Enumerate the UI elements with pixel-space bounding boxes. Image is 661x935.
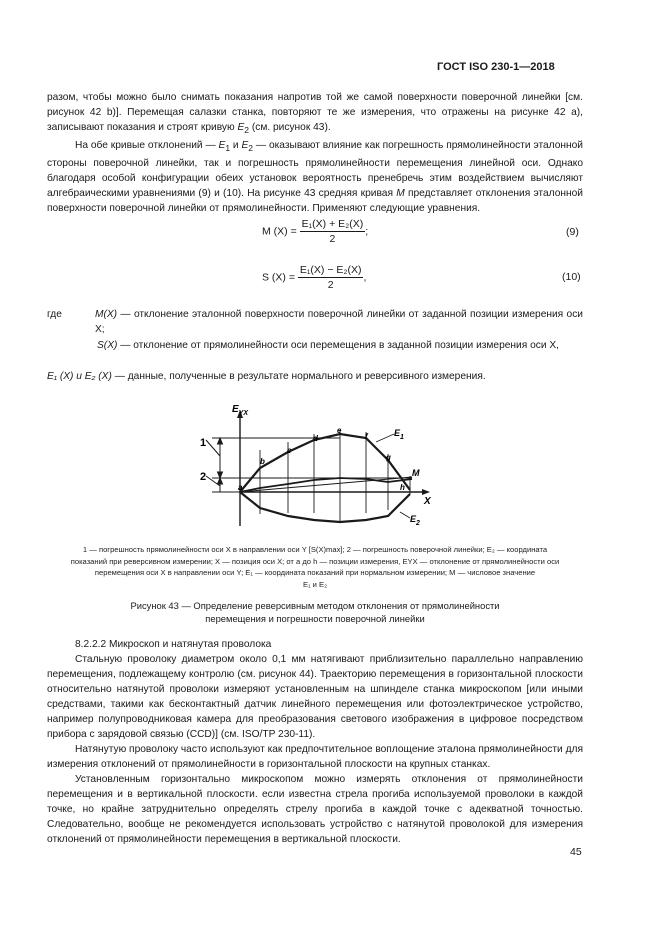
label-1: 1 bbox=[200, 437, 207, 449]
section-heading: 8.2.2.2 Микроскоп и натянутая проволока bbox=[75, 639, 272, 650]
label-m: M bbox=[412, 468, 420, 478]
legend-line-1: 1 — погрешность прямолинейности оси X в направлении оси Y [S(X)max]; 2 — погрешность поверочной линейки; E₂ — координата bbox=[82, 545, 548, 554]
curve-e1 bbox=[240, 434, 410, 492]
definition-e: E₁ (X) и E₂ (X) — данные, полученные в результате нормального и реверсивного измерения. bbox=[47, 371, 486, 382]
section-8-2-2-2 bbox=[47, 637, 583, 847]
legend-line-3: E₁ и E₂ bbox=[302, 579, 328, 589]
figure-43 bbox=[190, 400, 450, 535]
section-paragraph-3: Установленным горизонтально микроскопом можно измерять отклонения от прямолинейности перемещения и в вертикальной плоскости. если известна стрела прогиба используемой проволоки в каждой точке, но крайне затруднительно определять стрелу прогиба в каждой точке с адекватной точностью. Следовательно, вообще не рекомендуется использовать устройство с натянутой проволокой для измерения отклонений от прямолинейности перемещения в вертикальной плоскости. bbox=[47, 774, 583, 845]
equation-number-9: (9) bbox=[566, 226, 579, 238]
point-labels bbox=[238, 426, 405, 492]
figure-grid bbox=[212, 418, 412, 522]
paragraph-2: На обе кривые отклонений — $E_1$ и $E_2$ — оказывают влияние как погрешность прямолинейности эталонной стороны поверочной линейки, так и погрешность прямолинейности перемещения линейной оси. Однако благодаря особой конфигурации обеих установок вероятность пренебречь этим воздействием вычисляют алгебраическими уравнениями (9) и (10). На рисунке 43 средняя кривая M представляет отклонения эталонной поверхности поверочной линейки от прямолинейности. Применяют следующие уравнения. bbox=[47, 140, 583, 215]
point-e: e bbox=[337, 426, 342, 435]
figure-caption: Рисунок 43 — Определение реверсивным методом отклонения от прямолинейности перемещения и погрешности поверочной линейки bbox=[130, 600, 500, 624]
definition-m: M(X) — отклонение эталонной поверхности поверочной линейки от заданной позиции измерения оси X; bbox=[95, 309, 583, 335]
x-axis-arrow bbox=[422, 489, 430, 495]
point-d: d bbox=[313, 434, 318, 443]
equation-number-10: (10) bbox=[562, 271, 581, 283]
section-paragraph-2: Натянутую проволоку часто используют как предпочтительное воплощение эталона прямолинейности для измерения отклонений от прямолинейности в горизонтальной плоскости на крупных станках. bbox=[47, 744, 583, 770]
intro-text bbox=[47, 90, 583, 216]
section-paragraph-1: Стальную проволоку диаметром около 0,1 мм натягивают приблизительно параллельно направлению перемещения, подлежащему контролю (см. рисунок 44). Траекторию перемещения в горизонтальной плоскости относительно натянутой проволоки измеряют установленным на шпинделе станка микроскопом [или иными средствами, такими как бесконтактный датчик линейного перемещения или фотоэлектрическое устройство, например полупроводниковая камера для преобразования светового изображения в цифровое посредством прибора с зарядовой связью (CCD)] (см. ISO/TP 230-11). bbox=[47, 654, 583, 740]
dimension-markers bbox=[206, 438, 240, 492]
x-axis-label: X bbox=[424, 496, 431, 507]
point-h: h bbox=[400, 483, 405, 492]
point-b: b bbox=[260, 457, 265, 466]
point-c: c bbox=[287, 446, 292, 455]
paragraph-1: разом, чтобы можно было снимать показания напротив той же самой поверхности поверочной линейки [см. рисунок 42 b)]. Перемещая салазки станка, повторяют те же измерения, что отражены на рисунке 42 а), записывают показания и строят кривую $E_2$ (см. рисунок 43). bbox=[47, 92, 583, 136]
point-a: a bbox=[238, 483, 243, 492]
curve-e2 bbox=[240, 492, 410, 522]
document-header: ГОСТ ISO 230-1—2018 bbox=[437, 61, 555, 73]
label-e2: $E_2$ bbox=[410, 514, 420, 527]
formula-9: M (X) = $\frac{\text{E₁(X) + E₂(X)}}{2}$ ; bbox=[262, 218, 369, 245]
definition-s: S(X) — отклонение от прямолинейности оси перемещения в заданной позиции измерения оси X, bbox=[97, 340, 560, 351]
label-e1: $E_1$ bbox=[394, 428, 404, 441]
legend-line-2: показаний при реверсивном измерении; X — позиция оси X; от a до h — позиции измерения, EYX — отклонение от прямолинейности оси перемещения оси X в направлении оси Y; E₁ — координата показаний при нормальном измерении; M — числовое значение bbox=[70, 556, 560, 577]
page-number: 45 bbox=[570, 846, 582, 858]
where-label: где bbox=[47, 309, 62, 320]
y-axis-label: $E_{YX}$ bbox=[232, 404, 249, 417]
point-f: f bbox=[365, 432, 368, 441]
formula-10: S (X) = $\frac{\text{E₁(X) − E₂(X)}}{2}$ , bbox=[262, 264, 367, 291]
figure-legend bbox=[47, 544, 583, 590]
label-2: 2 bbox=[200, 471, 207, 483]
point-g: g bbox=[386, 453, 391, 462]
